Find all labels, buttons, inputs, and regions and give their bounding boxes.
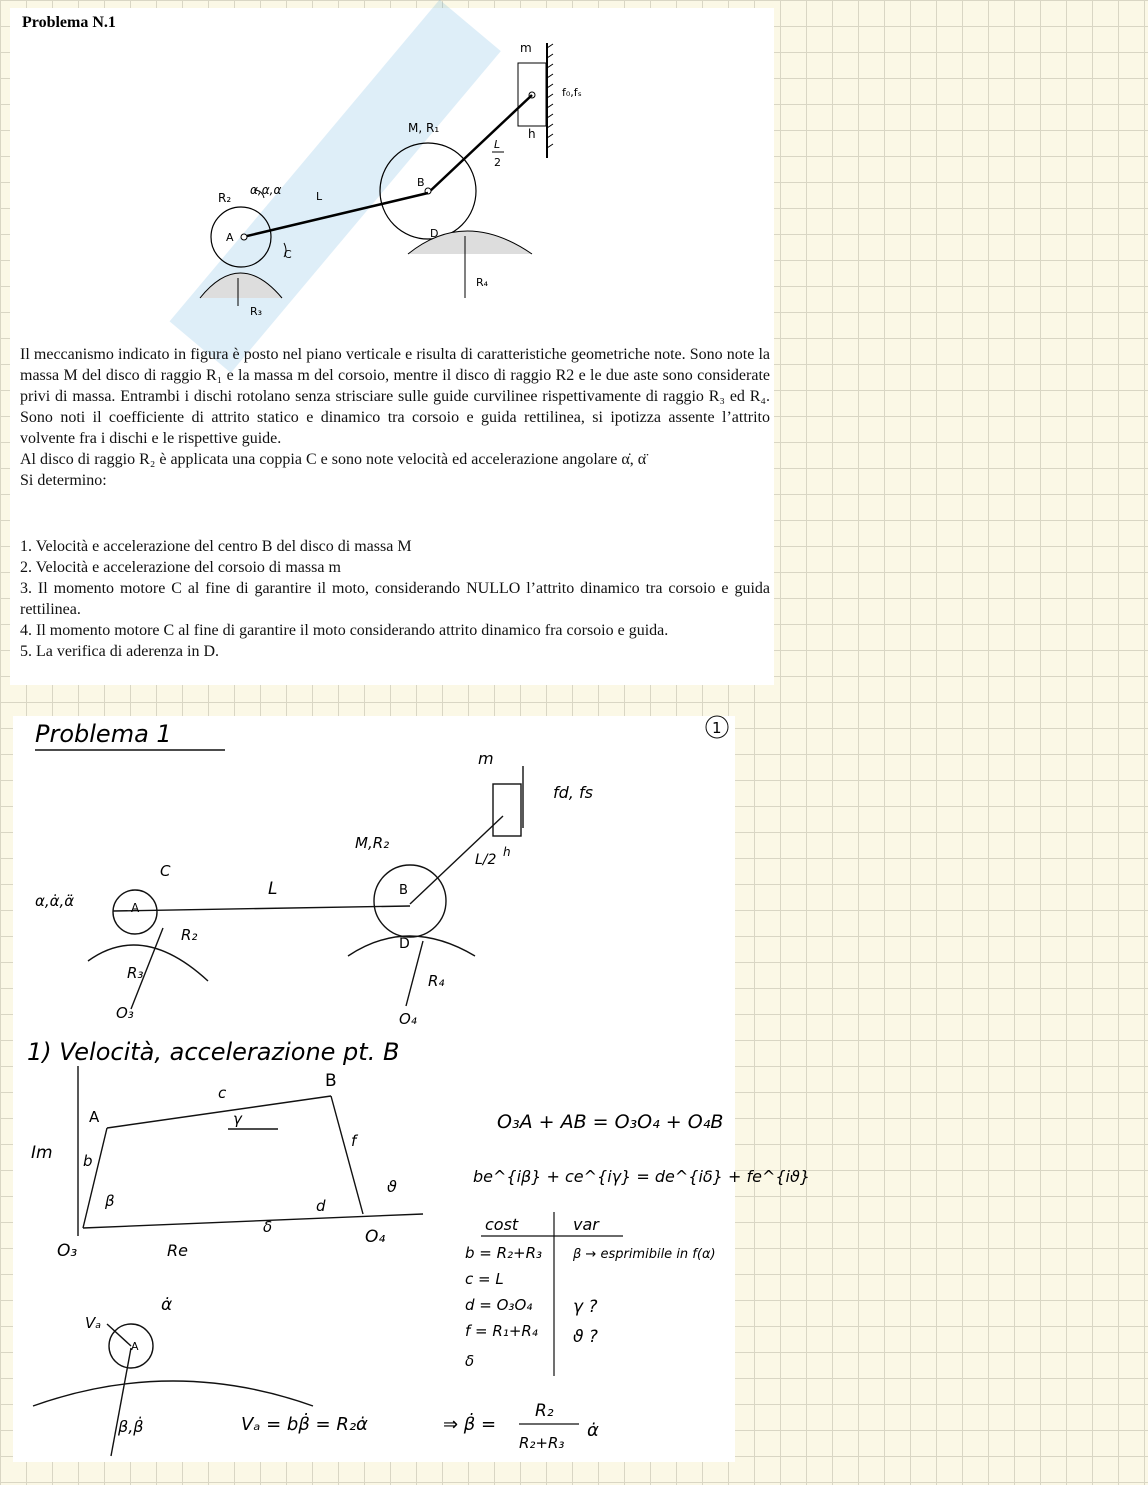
sk-label-r2: R₂: [181, 926, 198, 944]
sk-label-b: B: [399, 883, 408, 898]
section-1-heading: 1) Velocità, accelerazione pt. B: [27, 1038, 400, 1066]
const-row: f = R₁+R₄: [465, 1322, 538, 1340]
vel-label-va: Vₐ: [85, 1314, 102, 1332]
sk-label-friction: fd, fs: [553, 783, 593, 802]
eq-complex: be^{iβ} + ce^{iγ} = de^{iδ} + fe^{iϑ}: [473, 1167, 811, 1186]
eq-beta-dot-num: R₂: [535, 1401, 554, 1421]
page-number: 1: [712, 719, 722, 737]
fig-label-d: D: [430, 227, 439, 240]
fig-label-r3: R₃: [250, 305, 263, 318]
poly-label-o3: O₃: [57, 1241, 78, 1261]
fig-label-m: m: [520, 41, 532, 55]
question-item: 4. Il momento motore C al fine di garantire il moto considerando attrito dinamico fra corsoio e guida.: [20, 622, 669, 639]
paragraph-1: Il meccanismo indicato in figura è posto nel piano verticale e risulta di caratteristiche geometriche note. Sono note la massa M del disco di raggio R₁ e la massa m del corsoio, mentre il disco di raggio R2 e le due aste sono considerate privi di massa. Entrambi i dischi rotolano senza strisciare sulle guide curvilinee rispettivamente di raggio R₃ ed R₄. Sono noti il coefficiente di attrito statico e dinamico tra corsoio e guida rettilinea, si ipotizza assente l’attrito volvente fra i dischi e le rispettive guide.: [20, 346, 770, 447]
sk-label-disk: M,R₂: [355, 834, 390, 852]
sk-label-o4: O₄: [399, 1010, 417, 1028]
poly-label-im: Im: [31, 1143, 53, 1163]
question-item: 1. Velocità e accelerazione del centro B del disco di massa M: [20, 538, 412, 555]
fig-label-r4: R₄: [476, 276, 489, 289]
problem-sheet: [10, 8, 774, 685]
fig-label-l-half-den: 2: [494, 156, 501, 169]
poly-label-gamma: γ: [233, 1110, 242, 1128]
question-item: 5. La verifica di aderenza in D.: [20, 643, 220, 660]
sk-label-o3: O₃: [116, 1004, 134, 1022]
fig-label-friction: f₀,fₛ: [562, 86, 582, 99]
poly-label-d: d: [316, 1197, 326, 1215]
var-row: γ ?: [573, 1297, 598, 1317]
const-row: b = R₂+R₃: [465, 1244, 543, 1262]
sk-label-r3: R₃: [127, 964, 144, 982]
sk-label-alpha: α,α̇,α̈: [35, 892, 75, 910]
const-row: δ: [465, 1352, 475, 1370]
sk-label-r4: R₄: [428, 972, 445, 990]
sk-label-a: A: [131, 901, 140, 915]
eq-beta-dot-lhs: ⇒ β̇ =: [443, 1414, 497, 1435]
question-list: [20, 536, 770, 662]
const-row: c = L: [465, 1270, 504, 1288]
poly-label-f: f: [351, 1132, 357, 1150]
poly-label-b: B: [325, 1071, 337, 1091]
vel-label-a: A: [131, 1340, 139, 1353]
fig-label-disk-b: M, R₁: [408, 121, 440, 135]
poly-label-b-lower: b: [83, 1152, 93, 1170]
watermark: [170, 0, 501, 373]
poly-label-theta: ϑ: [387, 1177, 397, 1196]
fig-label-alpha: α,α,α: [250, 183, 282, 197]
table-header-const: cost: [485, 1215, 519, 1234]
sk-label-l-half: L/2: [475, 852, 497, 868]
fig-label-c: C: [284, 248, 292, 261]
poly-label-re: Re: [167, 1241, 188, 1260]
var-row: β → esprimibile in f(α): [573, 1247, 716, 1262]
sk-label-m: m: [478, 749, 494, 768]
question-item: 3. Il momento motore C al fine di garantire il moto, considerando NULLO l’attrito dinamico tra corsoio e guida rettilinea.: [20, 580, 770, 618]
sk-label-h: h: [503, 845, 511, 859]
eq-beta-dot-den: R₂+R₃: [519, 1434, 565, 1452]
fig-label-b: B: [417, 176, 425, 189]
question-item: 2. Velocità e accelerazione del corsoio di massa m: [20, 559, 341, 576]
poly-label-beta: β: [105, 1192, 115, 1210]
problem-title: Problema N.1: [22, 14, 116, 31]
vel-label-beta: β,β̇: [118, 1417, 144, 1436]
fig-label-h: h: [528, 127, 536, 141]
sk-label-d: D: [399, 936, 410, 952]
poly-label-delta: δ: [263, 1218, 273, 1236]
sk-label-l: L: [268, 879, 278, 899]
eq-beta-dot-tail: α̇: [587, 1420, 599, 1441]
fig-label-l-half-num: L: [494, 138, 501, 151]
fig-label-r2: R₂: [218, 191, 232, 205]
poly-label-a: A: [89, 1108, 100, 1126]
vel-label-alpha-dot: α̇: [161, 1295, 173, 1315]
paragraph-3: Si determino:: [20, 472, 107, 489]
fig-label-l: L: [316, 190, 323, 203]
eq-velocity: Vₐ = bβ̇ = R₂α̇: [241, 1414, 368, 1435]
paragraph-2: Al disco di raggio R₂ è applicata una coppia C e sono note velocità ed accelerazione angolare α̇, α̈: [20, 451, 647, 468]
notes-drawing: [13, 716, 811, 1462]
problem-text: [20, 344, 770, 491]
guide-r4: [408, 231, 532, 254]
sk-label-c: C: [160, 862, 171, 880]
fig-label-a: A: [226, 231, 234, 244]
const-row: d = O₃O₄: [465, 1296, 533, 1314]
poly-label-o4: O₄: [365, 1227, 386, 1247]
var-row: ϑ ?: [573, 1327, 598, 1347]
poly-label-c: c: [218, 1084, 227, 1102]
notes-sheet: [13, 716, 811, 1462]
eq-vector: O₃A + AB = O₃O₄ + O₄B: [497, 1111, 724, 1133]
notes-title: Problema 1: [35, 720, 172, 748]
mechanism-figure: [10, 8, 774, 328]
table-header-var: var: [573, 1215, 599, 1234]
